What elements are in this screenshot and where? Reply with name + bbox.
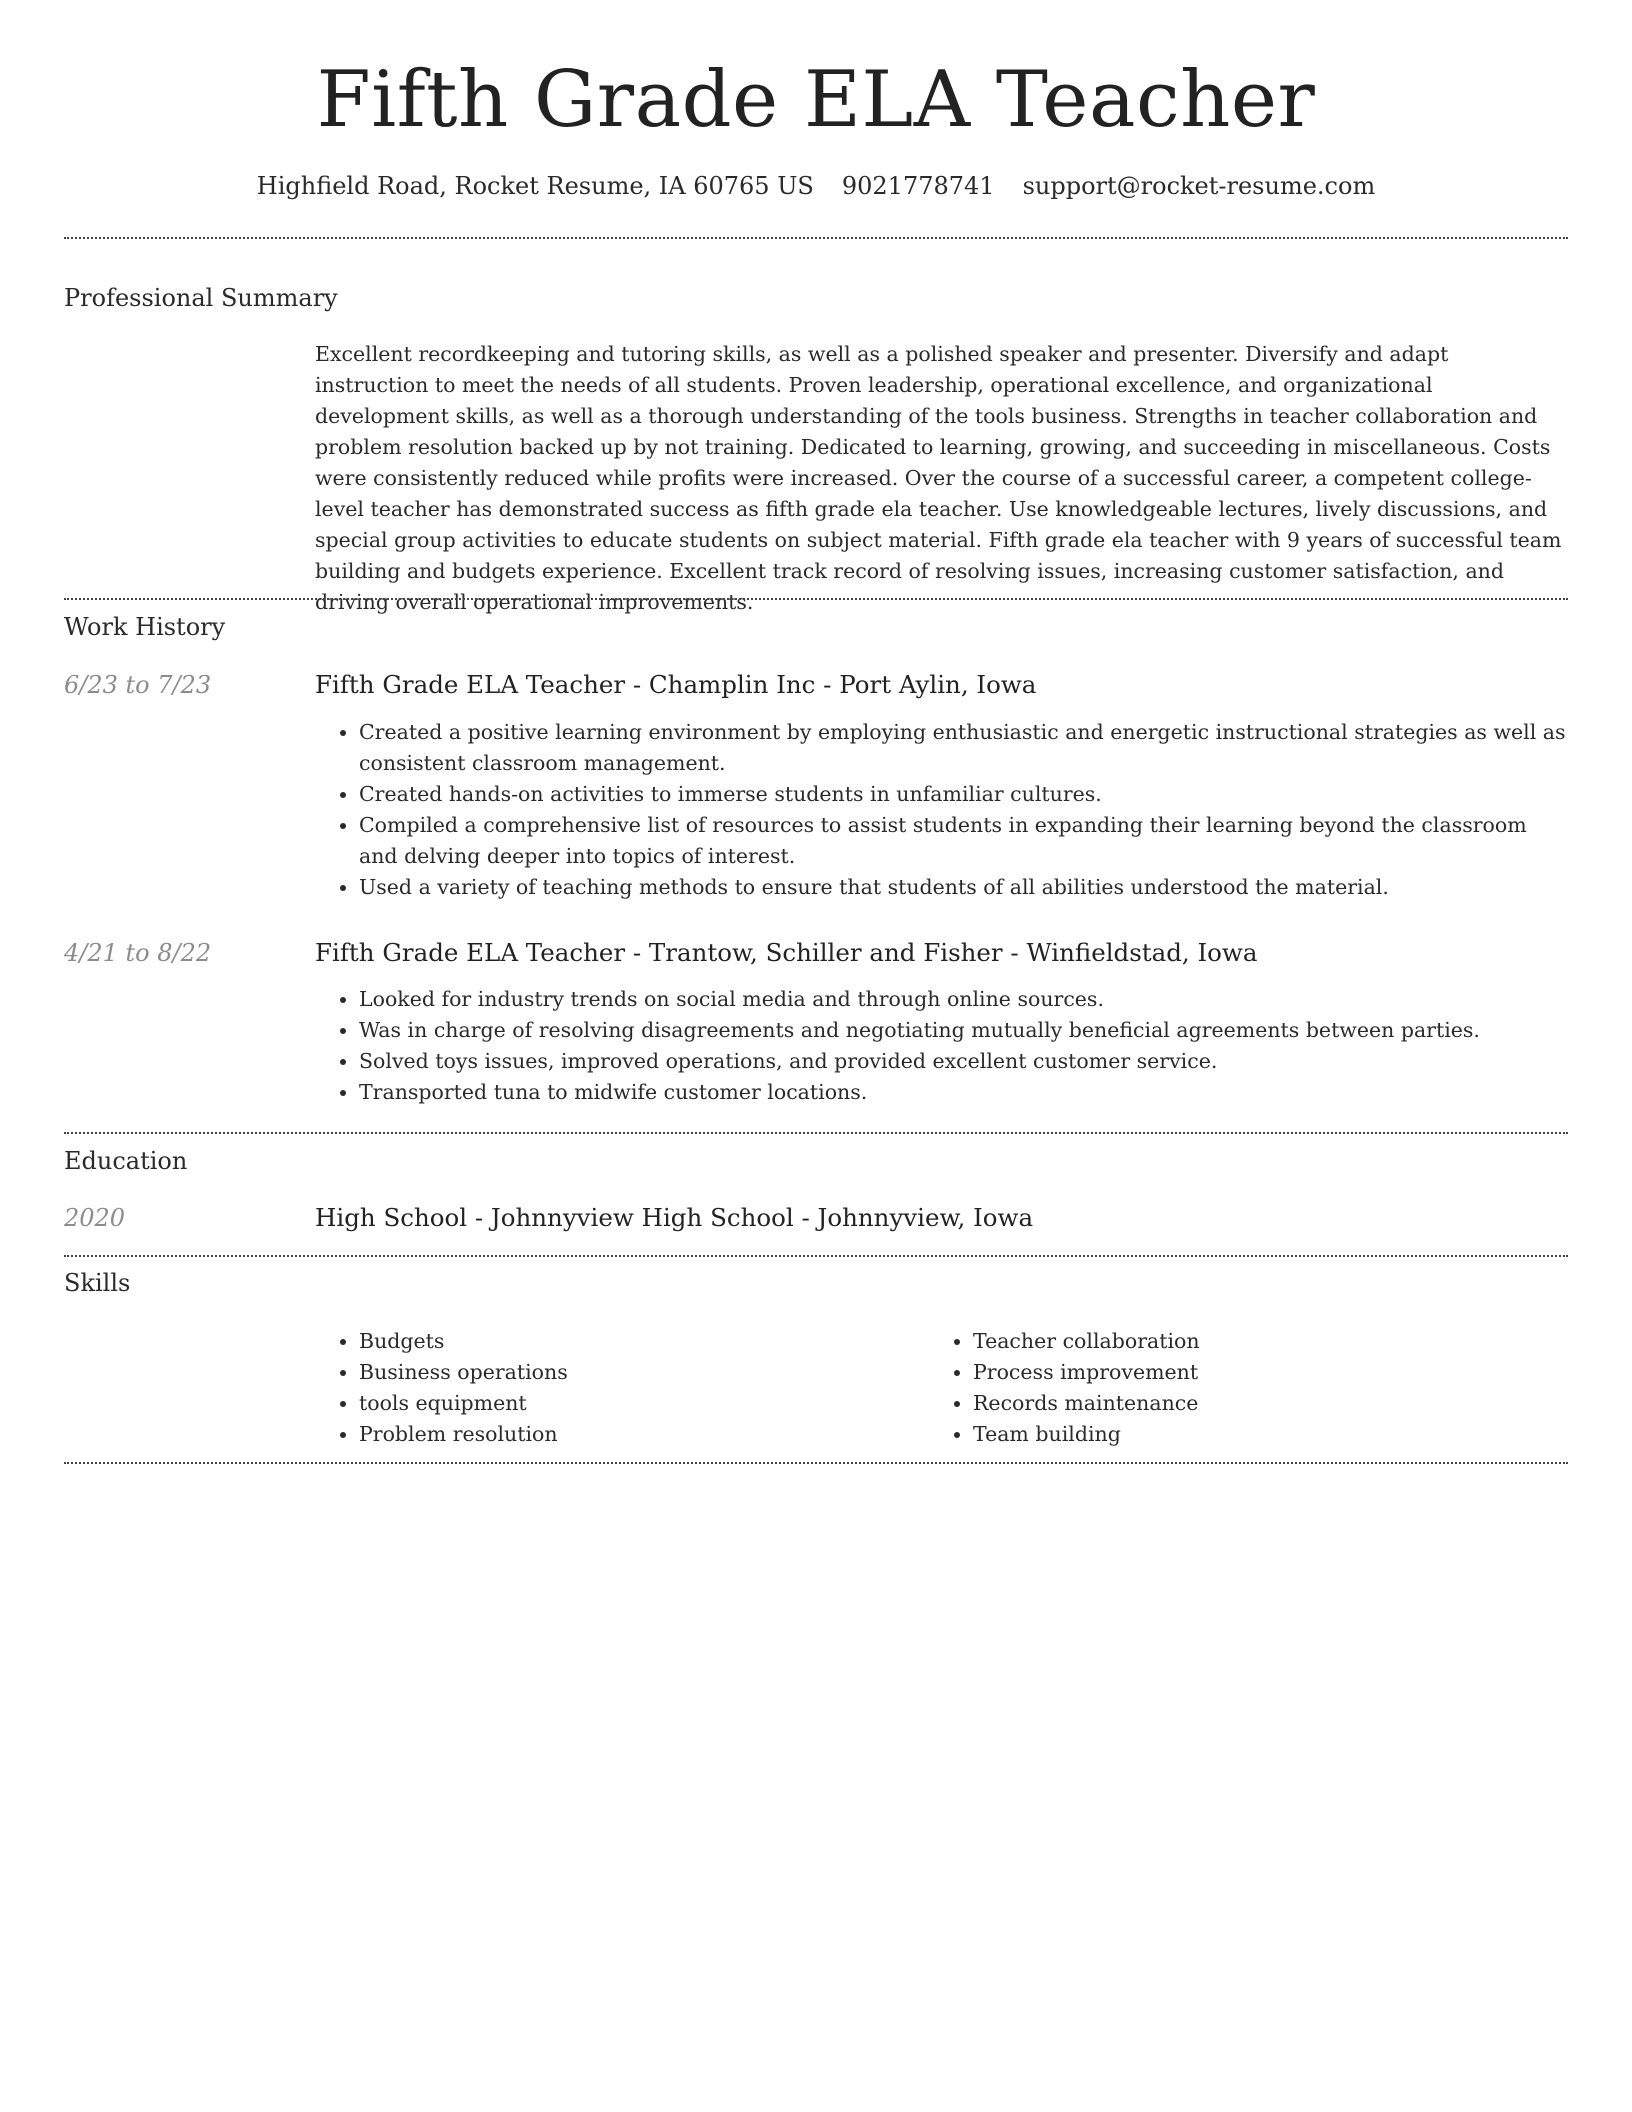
skill-item: • Process improvement — [973, 1357, 1489, 1388]
job-heading: Fifth Grade ELA Teacher - Champlin Inc - Port Aylin, Iowa — [315, 670, 1037, 699]
job-bullet: • Transported tuna to midwife customer locations. — [359, 1077, 1568, 1108]
section-divider — [64, 1462, 1568, 1464]
job-bullets — [315, 717, 1568, 903]
job-heading: Fifth Grade ELA Teacher - Trantow, Schiller and Fisher - Winfieldstad, Iowa — [315, 938, 1258, 967]
skills-section-title: Skills — [64, 1269, 131, 1297]
skill-item: • Teacher collaboration — [973, 1326, 1489, 1357]
skill-item: • Problem resolution — [359, 1419, 875, 1450]
skill-item: • Budgets — [359, 1326, 875, 1357]
job-entry — [315, 937, 1568, 1108]
contact-line — [0, 170, 1632, 202]
summary-section-title: Professional Summary — [64, 284, 338, 312]
section-divider — [64, 237, 1568, 239]
job-bullets — [315, 984, 1568, 1108]
skill-item: • Business operations — [359, 1357, 875, 1388]
job-bullet: • Was in charge of resolving disagreements and negotiating mutually beneficial agreements between parties. — [359, 1015, 1568, 1046]
contact-phone: 9021778741 — [841, 172, 995, 200]
education-entry — [315, 1202, 1568, 1234]
skills-column-left — [315, 1326, 875, 1450]
work-section-title: Work History — [64, 613, 226, 641]
skills-list — [929, 1326, 1489, 1450]
education-section-title: Education — [64, 1147, 188, 1175]
summary-text: Excellent recordkeeping and tutoring skills, as well as a polished speaker and presenter. Diversify and adapt instruction to meet the needs of all students. Proven leadership, operational excellence, and organizational development skills, as well as a thorough understanding of the tools business. Strengths in teacher collaboration and problem resolution backed up by not training. Dedicated to learning, growing, and succeeding in miscellaneous. Costs were consistently reduced while profits were increased. Over the course of a successful career, a competent college-level teacher has demonstrated success as fifth grade ela teacher. Use knowledgeable lectures, lively discussions, and special group activities to educate students on subject material. Fifth grade ela teacher with 9 years of successful team building and budgets experience. Excellent track record of resolving issues, increasing customer satisfaction, and driving overall operational improvements. — [315, 342, 1562, 614]
education-heading: High School - Johnnyview High School - Johnnyview, Iowa — [315, 1203, 1034, 1232]
education-year: 2020 — [64, 1204, 126, 1232]
section-divider — [64, 1255, 1568, 1257]
skill-item: • Team building — [973, 1419, 1489, 1450]
job-bullet: • Created a positive learning environment by employing enthusiastic and energetic instructional strategies as well as consistent classroom management. — [359, 717, 1568, 779]
job-dates: 4/21 to 8/22 — [64, 939, 212, 967]
candidate-name: Fifth Grade ELA Teacher — [316, 55, 1316, 145]
job-entry — [315, 669, 1568, 903]
contact-address: Highfield Road, Rocket Resume, IA 60765 US — [256, 172, 814, 200]
job-bullet: • Solved toys issues, improved operations, and provided excellent customer service. — [359, 1046, 1568, 1077]
job-bullet: • Looked for industry trends on social media and through online sources. — [359, 984, 1568, 1015]
job-dates: 6/23 to 7/23 — [64, 671, 212, 699]
section-divider — [64, 598, 1568, 600]
job-bullet: • Used a variety of teaching methods to ensure that students of all abilities understood the material. — [359, 872, 1568, 903]
skills-list — [315, 1326, 875, 1450]
contact-email[interactable]: support@rocket-resume.com — [1022, 172, 1376, 200]
summary-body — [315, 339, 1568, 618]
job-bullet: • Compiled a comprehensive list of resources to assist students in expanding their learning beyond the classroom and delving deeper into topics of interest. — [359, 810, 1568, 872]
skill-item: • Records maintenance — [973, 1388, 1489, 1419]
resume-header — [0, 0, 1632, 202]
section-divider — [64, 1132, 1568, 1134]
job-bullet: • Created hands-on activities to immerse students in unfamiliar cultures. — [359, 779, 1568, 810]
skills-column-right — [929, 1326, 1489, 1450]
skill-item: • tools equipment — [359, 1388, 875, 1419]
